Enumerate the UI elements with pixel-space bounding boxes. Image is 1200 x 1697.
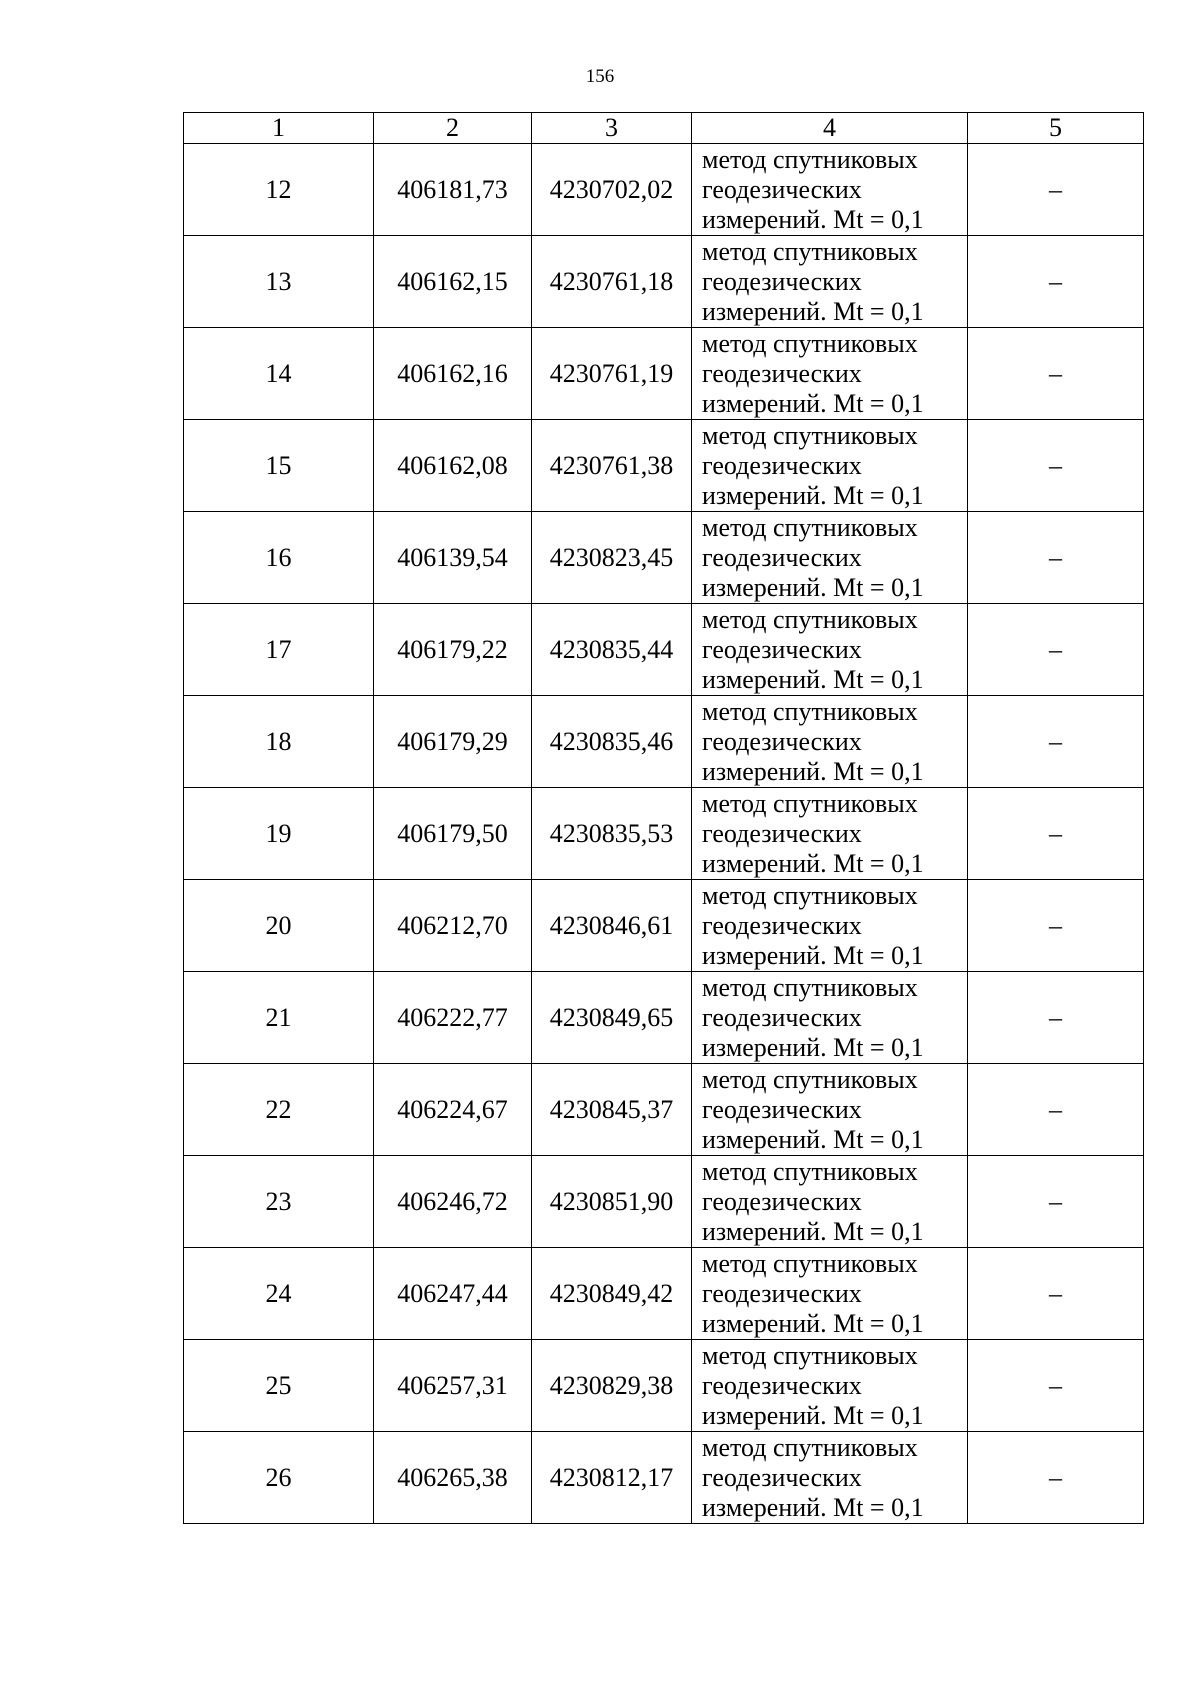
method-line-1: метод спутниковых xyxy=(702,1248,918,1278)
method-cell xyxy=(692,420,968,512)
column-5-cell: – xyxy=(968,236,1144,328)
column-5-cell: – xyxy=(968,880,1144,972)
table-row xyxy=(184,512,1144,604)
method-line-3: измерений. Mt = 0,1 xyxy=(702,296,924,326)
column-header-1: 1 xyxy=(184,113,374,144)
method-line-3: измерений. Mt = 0,1 xyxy=(702,1308,924,1338)
y-coordinate-cell: 4230835,53 xyxy=(532,788,692,880)
table-row xyxy=(184,144,1144,236)
table-row xyxy=(184,1340,1144,1432)
method-line-3: измерений. Mt = 0,1 xyxy=(702,1492,924,1522)
point-number-cell: 13 xyxy=(184,236,374,328)
method-line-2: геодезических xyxy=(702,358,862,388)
column-5-cell: – xyxy=(968,972,1144,1064)
column-header-2: 2 xyxy=(374,113,532,144)
x-coordinate-cell: 406162,15 xyxy=(374,236,532,328)
column-5-cell: – xyxy=(968,604,1144,696)
method-line-1: метод спутниковых xyxy=(702,144,918,174)
y-coordinate-cell: 4230835,44 xyxy=(532,604,692,696)
table-row xyxy=(184,788,1144,880)
method-line-3: измерений. Mt = 0,1 xyxy=(702,848,924,878)
x-coordinate-cell: 406179,22 xyxy=(374,604,532,696)
point-number-cell: 25 xyxy=(184,1340,374,1432)
x-coordinate-cell: 406179,50 xyxy=(374,788,532,880)
y-coordinate-cell: 4230829,38 xyxy=(532,1340,692,1432)
column-header-5: 5 xyxy=(968,113,1144,144)
column-5-cell: – xyxy=(968,1248,1144,1340)
y-coordinate-cell: 4230761,18 xyxy=(532,236,692,328)
method-line-2: геодезических xyxy=(702,450,862,480)
point-number-cell: 14 xyxy=(184,328,374,420)
method-line-1: метод спутниковых xyxy=(702,696,918,726)
method-line-3: измерений. Mt = 0,1 xyxy=(702,1216,924,1246)
y-coordinate-cell: 4230761,38 xyxy=(532,420,692,512)
table-row xyxy=(184,1248,1144,1340)
method-line-1: метод спутниковых xyxy=(702,604,918,634)
table-body xyxy=(184,144,1144,1524)
method-line-1: метод спутниковых xyxy=(702,236,918,266)
x-coordinate-cell: 406162,08 xyxy=(374,420,532,512)
x-coordinate-cell: 406246,72 xyxy=(374,1156,532,1248)
method-cell xyxy=(692,144,968,236)
column-5-cell: – xyxy=(968,144,1144,236)
method-cell xyxy=(692,880,968,972)
method-line-3: измерений. Mt = 0,1 xyxy=(702,1124,924,1154)
method-line-1: метод спутниковых xyxy=(702,1432,918,1462)
method-line-3: измерений. Mt = 0,1 xyxy=(702,480,924,510)
y-coordinate-cell: 4230812,17 xyxy=(532,1432,692,1524)
x-coordinate-cell: 406224,67 xyxy=(374,1064,532,1156)
method-line-1: метод спутниковых xyxy=(702,1340,918,1370)
method-cell xyxy=(692,1156,968,1248)
method-line-1: метод спутниковых xyxy=(702,972,918,1002)
method-line-1: метод спутниковых xyxy=(702,788,918,818)
method-line-2: геодезических xyxy=(702,634,862,664)
x-coordinate-cell: 406222,77 xyxy=(374,972,532,1064)
method-cell xyxy=(692,788,968,880)
method-cell xyxy=(692,1432,968,1524)
table-row xyxy=(184,236,1144,328)
coordinates-table xyxy=(183,112,1144,1524)
column-5-cell: – xyxy=(968,788,1144,880)
method-line-3: измерений. Mt = 0,1 xyxy=(702,756,924,786)
method-line-1: метод спутниковых xyxy=(702,512,918,542)
column-header-4: 4 xyxy=(692,113,968,144)
method-cell xyxy=(692,512,968,604)
method-line-2: геодезических xyxy=(702,818,862,848)
method-line-3: измерений. Mt = 0,1 xyxy=(702,664,924,694)
x-coordinate-cell: 406247,44 xyxy=(374,1248,532,1340)
point-number-cell: 23 xyxy=(184,1156,374,1248)
point-number-cell: 26 xyxy=(184,1432,374,1524)
table-row xyxy=(184,604,1144,696)
method-line-2: геодезических xyxy=(702,1186,862,1216)
point-number-cell: 22 xyxy=(184,1064,374,1156)
table-row xyxy=(184,1156,1144,1248)
table-row xyxy=(184,420,1144,512)
method-cell xyxy=(692,972,968,1064)
point-number-cell: 12 xyxy=(184,144,374,236)
x-coordinate-cell: 406139,54 xyxy=(374,512,532,604)
header-row xyxy=(184,113,1144,144)
column-5-cell: – xyxy=(968,1156,1144,1248)
point-number-cell: 19 xyxy=(184,788,374,880)
y-coordinate-cell: 4230849,42 xyxy=(532,1248,692,1340)
y-coordinate-cell: 4230823,45 xyxy=(532,512,692,604)
y-coordinate-cell: 4230849,65 xyxy=(532,972,692,1064)
method-line-3: измерений. Mt = 0,1 xyxy=(702,940,924,970)
method-line-2: геодезических xyxy=(702,910,862,940)
point-number-cell: 17 xyxy=(184,604,374,696)
column-5-cell: – xyxy=(968,512,1144,604)
column-5-cell: – xyxy=(968,696,1144,788)
method-line-3: измерений. Mt = 0,1 xyxy=(702,572,924,602)
method-line-1: метод спутниковых xyxy=(702,328,918,358)
method-line-2: геодезических xyxy=(702,726,862,756)
y-coordinate-cell: 4230845,37 xyxy=(532,1064,692,1156)
y-coordinate-cell: 4230846,61 xyxy=(532,880,692,972)
point-number-cell: 16 xyxy=(184,512,374,604)
table-header xyxy=(184,113,1144,144)
method-line-2: геодезических xyxy=(702,266,862,296)
method-line-1: метод спутниковых xyxy=(702,1064,918,1094)
y-coordinate-cell: 4230761,19 xyxy=(532,328,692,420)
method-cell xyxy=(692,1064,968,1156)
method-line-1: метод спутниковых xyxy=(702,1156,918,1186)
table-row xyxy=(184,696,1144,788)
method-line-2: геодезических xyxy=(702,1278,862,1308)
method-line-2: геодезических xyxy=(702,174,862,204)
method-cell xyxy=(692,328,968,420)
page-number: 156 xyxy=(585,66,615,87)
method-cell xyxy=(692,696,968,788)
method-line-2: геодезических xyxy=(702,542,862,572)
method-line-2: геодезических xyxy=(702,1094,862,1124)
x-coordinate-cell: 406257,31 xyxy=(374,1340,532,1432)
column-5-cell: – xyxy=(968,1340,1144,1432)
x-coordinate-cell: 406181,73 xyxy=(374,144,532,236)
method-line-3: измерений. Mt = 0,1 xyxy=(702,1400,924,1430)
table-row xyxy=(184,328,1144,420)
y-coordinate-cell: 4230851,90 xyxy=(532,1156,692,1248)
method-line-3: измерений. Mt = 0,1 xyxy=(702,388,924,418)
column-header-3: 3 xyxy=(532,113,692,144)
method-cell xyxy=(692,1248,968,1340)
method-line-1: метод спутниковых xyxy=(702,420,918,450)
method-line-3: измерений. Mt = 0,1 xyxy=(702,204,924,234)
point-number-cell: 15 xyxy=(184,420,374,512)
column-5-cell: – xyxy=(968,1064,1144,1156)
method-line-2: геодезических xyxy=(702,1462,862,1492)
point-number-cell: 24 xyxy=(184,1248,374,1340)
column-5-cell: – xyxy=(968,420,1144,512)
method-cell xyxy=(692,236,968,328)
method-line-2: геодезических xyxy=(702,1370,862,1400)
point-number-cell: 18 xyxy=(184,696,374,788)
x-coordinate-cell: 406265,38 xyxy=(374,1432,532,1524)
x-coordinate-cell: 406179,29 xyxy=(374,696,532,788)
table-row xyxy=(184,1064,1144,1156)
method-line-3: измерений. Mt = 0,1 xyxy=(702,1032,924,1062)
y-coordinate-cell: 4230702,02 xyxy=(532,144,692,236)
point-number-cell: 20 xyxy=(184,880,374,972)
x-coordinate-cell: 406162,16 xyxy=(374,328,532,420)
method-line-2: геодезических xyxy=(702,1002,862,1032)
column-5-cell: – xyxy=(968,328,1144,420)
table-row xyxy=(184,1432,1144,1524)
column-5-cell: – xyxy=(968,1432,1144,1524)
y-coordinate-cell: 4230835,46 xyxy=(532,696,692,788)
table-row xyxy=(184,880,1144,972)
point-number-cell: 21 xyxy=(184,972,374,1064)
x-coordinate-cell: 406212,70 xyxy=(374,880,532,972)
method-line-1: метод спутниковых xyxy=(702,880,918,910)
table-row xyxy=(184,972,1144,1064)
method-cell xyxy=(692,604,968,696)
method-cell xyxy=(692,1340,968,1432)
